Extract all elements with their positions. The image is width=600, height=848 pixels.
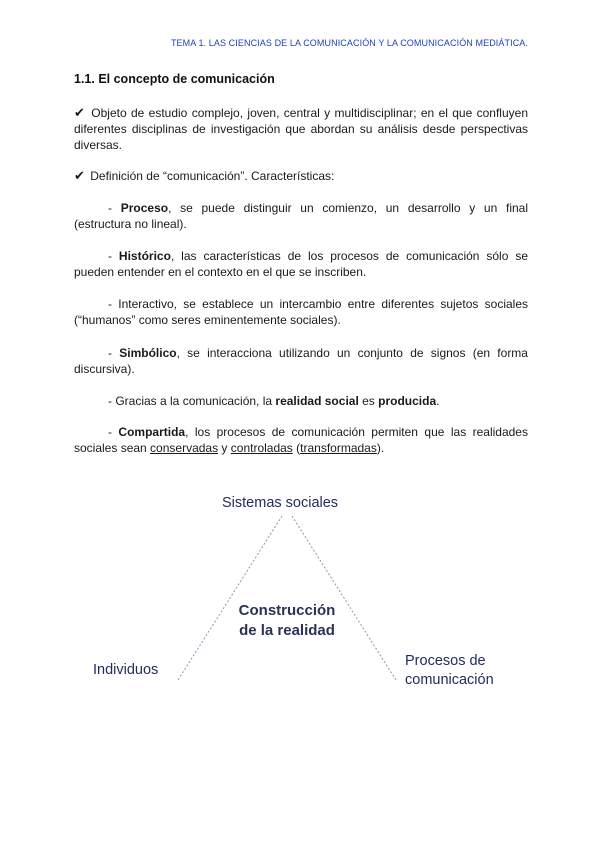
running-header: TEMA 1. LAS CIENCIAS DE LA COMUNICACIÓN Y LA COMUNICACIÓN MEDIÁTICA. [170, 38, 528, 48]
label-procesos-comunicacion [405, 652, 494, 690]
item-term: Histórico [118, 249, 171, 263]
triangle-right-edge [292, 516, 396, 680]
item-compartida [74, 424, 528, 456]
item-proceso [74, 200, 528, 232]
item-simbolico [74, 345, 528, 377]
item-text: , los procesos de comunicación permiten que las realidades sociales sean [74, 425, 528, 455]
item-interactivo [74, 296, 528, 328]
center-label-line2: de la realidad [239, 622, 335, 639]
item-text: . [436, 394, 440, 408]
item-text: - Gracias a la comunicación, la [108, 394, 276, 408]
item-text: ). [376, 441, 385, 455]
triangle-lines [0, 480, 600, 710]
item-term: producida [378, 394, 437, 408]
item-text: es [358, 394, 379, 408]
label-procesos-line2: comunicación [405, 672, 494, 688]
item-dash: - [108, 346, 120, 360]
item-text: y [218, 441, 231, 455]
center-label-line1: Construcción [238, 602, 336, 619]
paragraph-text: Objeto de estudio complejo, joven, central y multidisciplinar; en el que confluyen diferentes disciplinas de investigación que abordan su análisis desde perspectivas diversas. [74, 106, 528, 152]
section-title: 1.1. El concepto de comunicación [74, 72, 275, 86]
center-label [222, 601, 352, 641]
check-icon: ✔ [74, 168, 85, 183]
item-text: - Interactivo, se establece un intercambio entre diferentes sujetos sociales (“humanos” como seres eminentemente sociales). [74, 297, 528, 327]
item-term: Compartida [118, 425, 186, 439]
label-sistemas-sociales: Sistemas sociales [222, 495, 339, 511]
paragraph-definicion [74, 168, 528, 184]
item-gracias [74, 393, 528, 409]
label-individuos: Individuos [93, 662, 159, 678]
item-text: , se interacciona utilizando un conjunto de signos (en forma discursiva). [74, 346, 528, 376]
item-text: , las características de los procesos de comunicación sólo se pueden entender en el contexto en el que se inscriben. [74, 249, 528, 279]
item-dash: - [108, 201, 121, 215]
check-icon: ✔ [74, 105, 85, 120]
label-procesos-line1: Procesos de [405, 653, 486, 669]
item-historico [74, 248, 528, 280]
item-term: Simbólico [119, 346, 177, 360]
item-term: realidad social [275, 394, 359, 408]
item-term: Proceso [120, 201, 169, 215]
item-dash: - [108, 249, 119, 263]
item-dash: - [108, 425, 119, 439]
triangle-diagram [0, 480, 600, 710]
item-text: , se puede distinguir un comienzo, un desarrollo y un final (estructura no lineal). [74, 201, 528, 231]
underlined-term: conservadas [150, 441, 219, 455]
underlined-term: controladas [230, 441, 293, 455]
paragraph-text: Definición de “comunicación”. Características: [90, 169, 335, 183]
paragraph-objeto [74, 105, 528, 153]
triangle-left-edge [178, 516, 282, 680]
underlined-term: transformadas [300, 441, 377, 455]
item-text: ( [292, 441, 301, 455]
